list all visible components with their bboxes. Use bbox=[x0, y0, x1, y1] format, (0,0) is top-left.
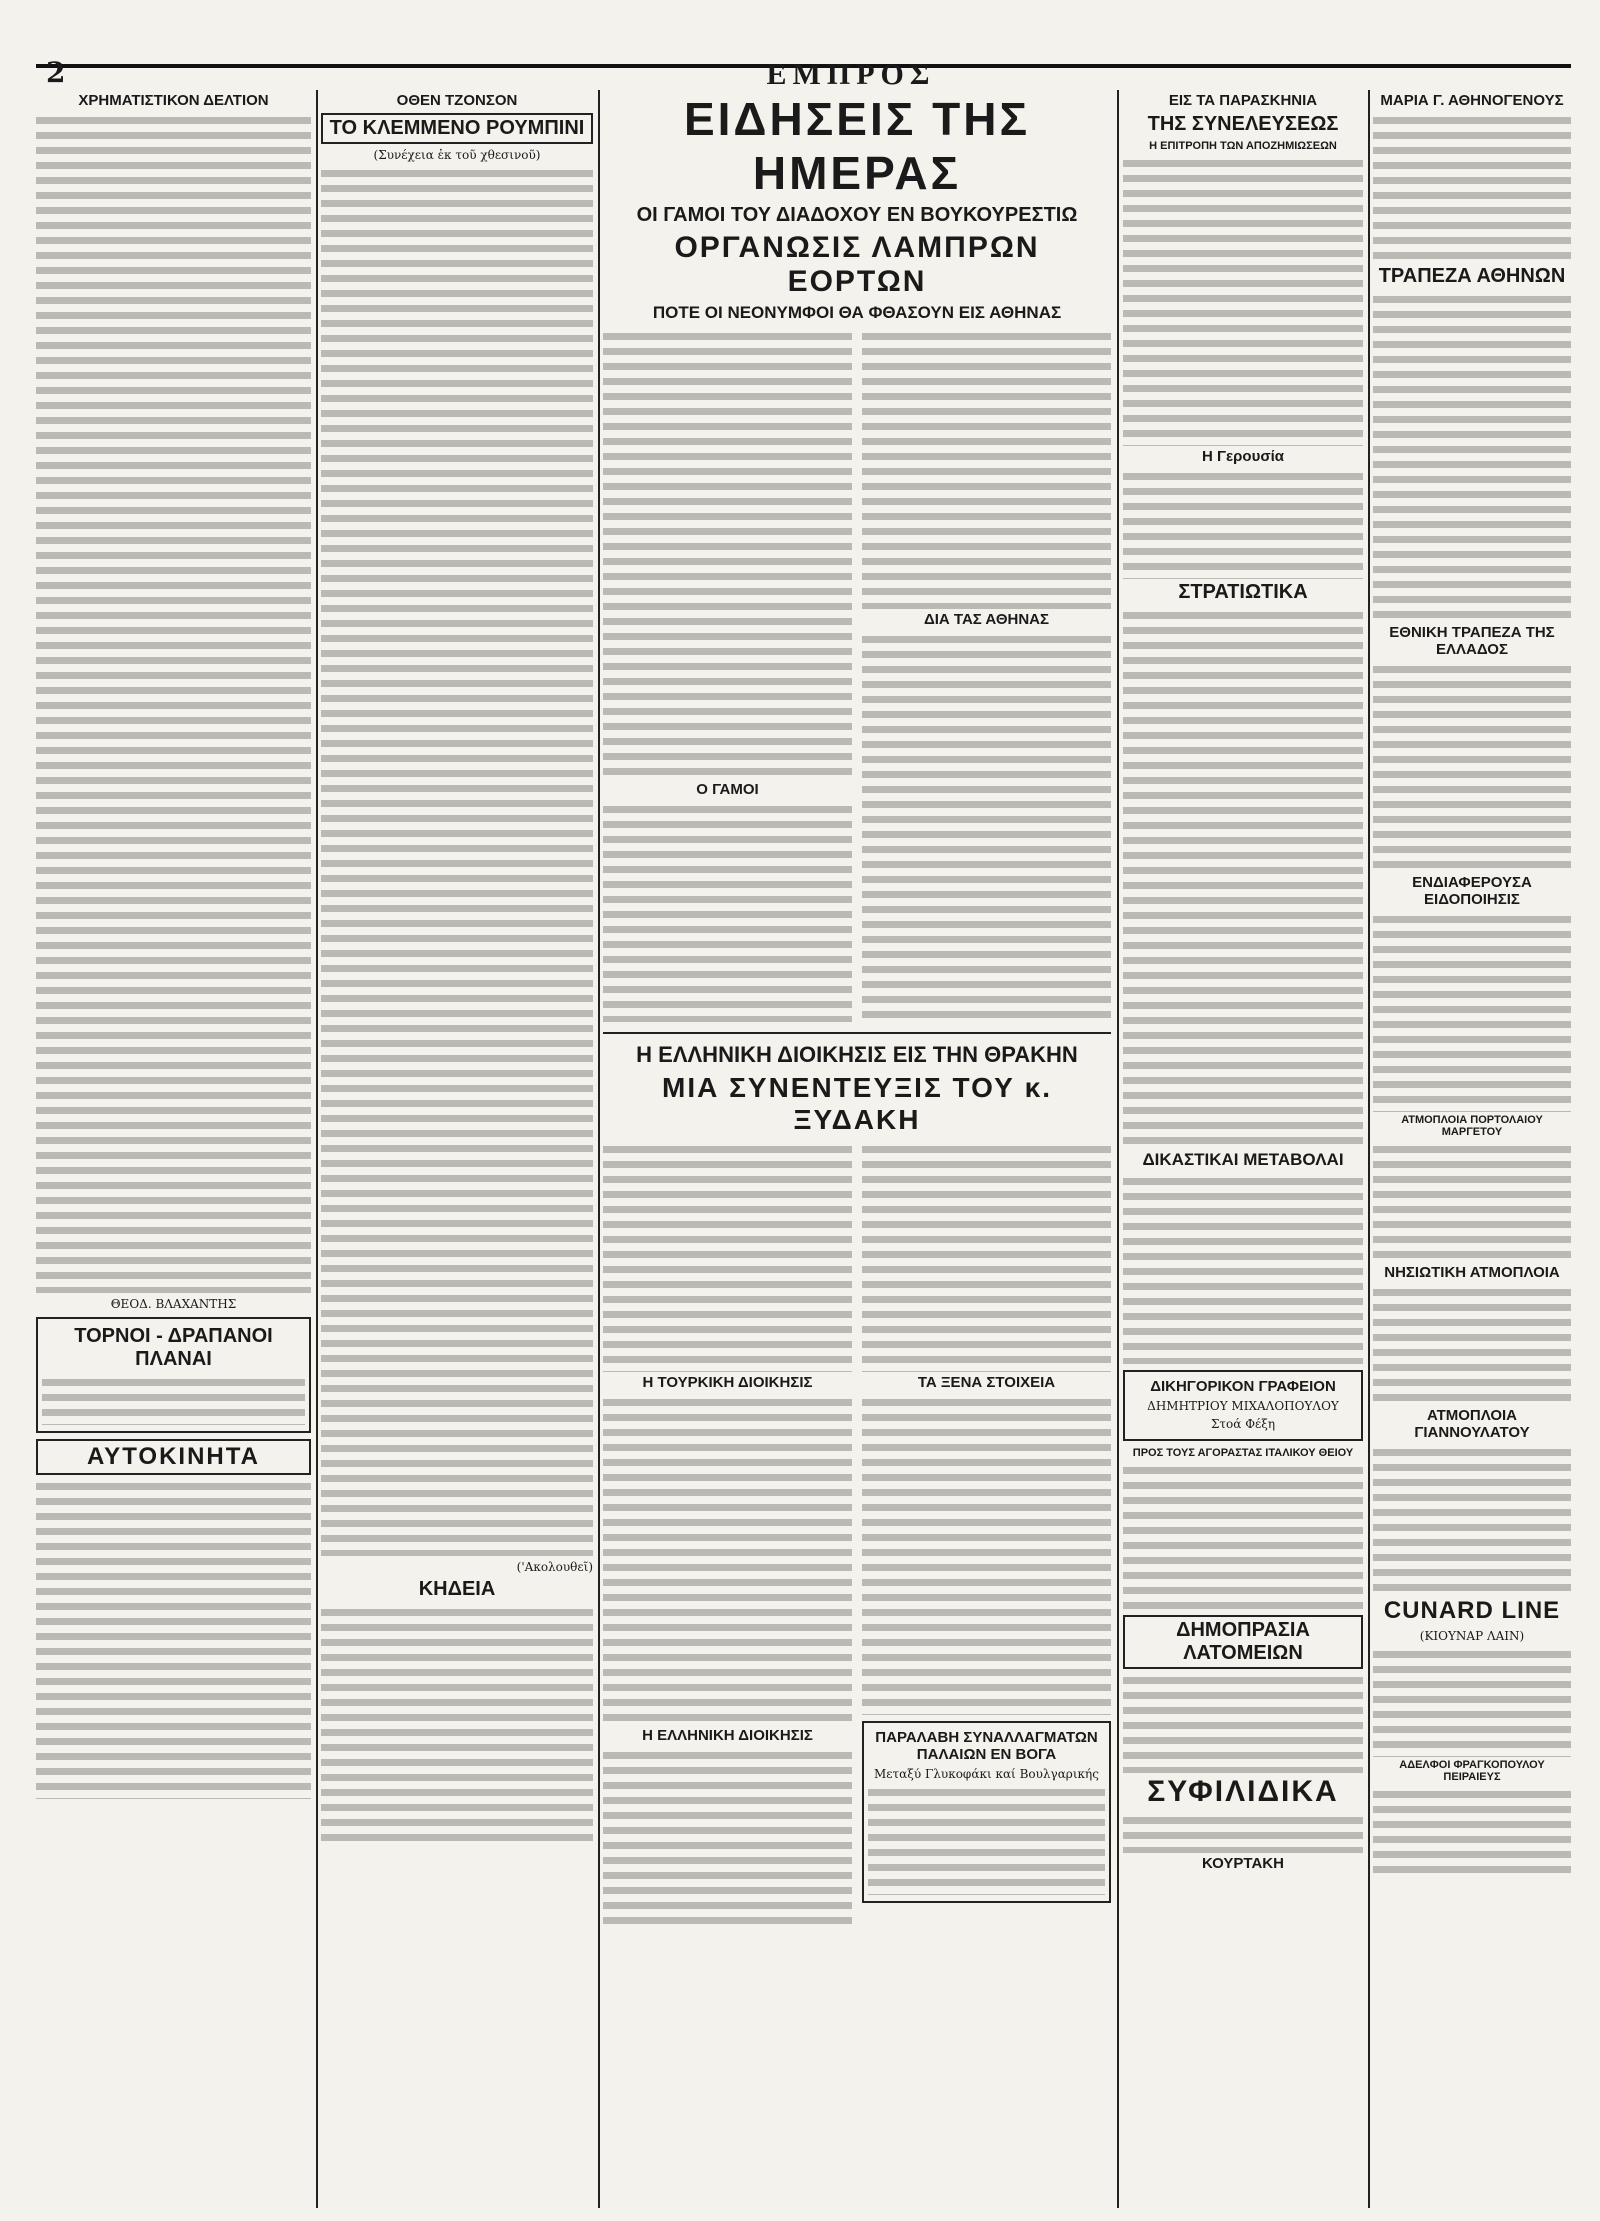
ad-text bbox=[1123, 1673, 1363, 1773]
headline-thrace: Η ΕΛΛΗΝΙΚΗ ΔΙΟΙΚΗΣΙΣ ΕΙΣ ΤΗΝ ΘΡΑΚΗΝ bbox=[636, 1042, 1078, 1067]
ad-text bbox=[1373, 662, 1571, 872]
article-text bbox=[862, 1142, 1111, 1372]
ad-nisiotiki: ΝΗΣΙΩΤΙΚΗ ΑΤΜΟΠΛΟΙΑ bbox=[1384, 1264, 1560, 1281]
column-finance bbox=[36, 90, 311, 2208]
article-text bbox=[603, 1142, 852, 1372]
ad-autokinita: ΑΥΤΟΚΙΝΗΤΑ bbox=[36, 1439, 311, 1475]
serial-continues: ('Ακολουθεῖ) bbox=[516, 1560, 593, 1574]
column-rule bbox=[1117, 90, 1119, 2208]
headline-celebrations: ΟΡΓΑΝΩΣΙΣ ΛΑΜΠΡΩΝ ΕΟΡΤΩΝ bbox=[674, 231, 1040, 298]
serial-heading: ΤΟ ΚΛΕΜΜΕΝΟ ΡΟΥΜΠΙΝΙ bbox=[321, 113, 593, 144]
ad-text bbox=[36, 1479, 311, 1799]
ad-giannoulatou: ΑΤΜΟΠΛΟΙΑ ΓΙΑΝΝΟΥΛΑΤΟΥ bbox=[1414, 1407, 1530, 1441]
sub-ellhniki: Η ΕΛΛΗΝΙΚΗ ΔΙΟΙΚΗΣΙΣ bbox=[642, 1727, 813, 1744]
news-banner: ΕΙΔΗΣΕΙΣ ΤΗΣ ΗΜΕΡΑΣ bbox=[683, 93, 1031, 199]
ad-dikigorikon: ΔΙΚΗΓΟΡΙΚΟΝ ΓΡΑΦΕΙΟΝ bbox=[1150, 1378, 1336, 1395]
column-rule bbox=[598, 90, 600, 2208]
parliament-h2: ΤΗΣ ΣΥΝΕΛΕΥΣΕΩΣ bbox=[1147, 113, 1339, 135]
serial-text bbox=[321, 166, 593, 1556]
ad-ethniki: ΕΘΝΙΚΗ ΤΡΑΠΕΖΑ ΤΗΣ ΕΛΛΑΔΟΣ bbox=[1389, 624, 1555, 658]
article-text bbox=[862, 632, 1111, 1022]
serial-sub: (Συνέχεια ἐκ τοῦ χθεσινοῦ) bbox=[373, 148, 541, 162]
sub-athinas: ΔΙΑ ΤΑΣ ΑΘΗΝΑΣ bbox=[923, 611, 1050, 628]
column-news bbox=[603, 90, 1111, 2208]
ad-kourtaki: ΚΟΥΡΤΑΚΗ bbox=[1202, 1855, 1284, 1872]
ad-text bbox=[1373, 1142, 1571, 1262]
sub-xena: ΤΑ ΞΕΝΑ ΣΤΟΙΧΕΙΑ bbox=[917, 1374, 1056, 1391]
sub-gamoi: Ο ΓΑΜΟΙ bbox=[696, 781, 759, 798]
ad-text bbox=[42, 1375, 305, 1425]
serial-kicker: ΟΘΕΝ ΤΖΟΝΣΟΝ bbox=[396, 92, 518, 109]
article-text bbox=[603, 802, 852, 1022]
ad-eidopoiisis: ΕΝΔΙΑΦΕΡΟΥΣΑ ΕΙΔΟΠΟΙΗΣΙΣ bbox=[1412, 874, 1532, 908]
ad-tornoi: ΤΟΡΝΟΙ - ΔΡΑΠΑΝΟΙ ΠΛΑΝΑΙ bbox=[74, 1325, 273, 1370]
ad-text bbox=[1373, 1445, 1571, 1595]
article-signature: ΘΕΟΔ. ΒΛΑΧΑΝΤΗΣ bbox=[110, 1297, 237, 1311]
article-text bbox=[603, 1395, 852, 1725]
ad-text bbox=[1373, 1285, 1571, 1405]
sub-stratiotika: ΣΤΡΑΤΙΩΤΙΚΑ bbox=[1178, 581, 1308, 603]
sub-gerousia: Η Γερουσία bbox=[1202, 448, 1284, 465]
headline-wedding: ΟΙ ΓΑΜΟΙ ΤΟΥ ΔΙΑΔΟΧΟΥ ΕΝ ΒΟΥΚΟΥΡΕΣΤΙΩ bbox=[636, 204, 1078, 226]
column-ads bbox=[1373, 90, 1571, 2208]
newspaper-page bbox=[36, 18, 1571, 2208]
column-rule bbox=[316, 90, 318, 2208]
parliament-h3: Η ΕΠΙΤΡΟΠΗ ΤΩΝ ΑΠΟΖΗΜΙΩΣΕΩΝ bbox=[1149, 140, 1337, 152]
finance-text bbox=[36, 113, 311, 1293]
article-text bbox=[603, 1748, 852, 1928]
ad-text bbox=[1373, 912, 1571, 1112]
ad-fragkopoulou: ΑΔΕΛΦΟΙ ΦΡΑΓΚΟΠΟΥΛΟΥ ΠΕΙΡΑΙΕΥΣ bbox=[1399, 1759, 1545, 1783]
article-text bbox=[1123, 1174, 1363, 1364]
paralavi-heading: ΠΑΡΑΛΑΒΗ ΣΥΝΑΛΛΑΓΜΑΤΩΝ ΠΑΛΑΙΩΝ ΕΝ ΒΟΓΑ bbox=[875, 1729, 1098, 1763]
article-text bbox=[603, 329, 852, 779]
sub-tourkiki: Η ΤΟΥΡΚΙΚΗ ΔΙΟΙΚΗΣΙΣ bbox=[642, 1374, 813, 1391]
headline-arrival: ΠΟΤΕ ΟΙ ΝΕΟΝΥΜΦΟΙ ΘΑ ΦΘΑΣΟΥΝ ΕΙΣ ΑΘΗΝΑΣ bbox=[652, 303, 1062, 322]
headline-interview: ΜΙΑ ΣΥΝΕΝΤΕΥΞΙΣ ΤΟΥ κ. ΞΥΔΑΚΗ bbox=[662, 1072, 1052, 1135]
article-text bbox=[1123, 156, 1363, 446]
ad-text bbox=[1373, 1787, 1571, 1877]
column-serial bbox=[321, 90, 593, 2208]
sub-dikastikai: ΔΙΚΑΣΤΙΚΑΙ ΜΕΤΑΒΟΛΑΙ bbox=[1142, 1150, 1344, 1169]
ad-text bbox=[1123, 1813, 1363, 1853]
article-text bbox=[862, 329, 1111, 609]
masthead-title: ΕΜΠΡΟΣ bbox=[766, 58, 936, 91]
ad-text bbox=[1373, 1647, 1571, 1757]
column-parliament bbox=[1123, 90, 1363, 2208]
finance-heading: ΧΡΗΜΑΤΙΣΤΙΚΟΝ ΔΕΛΤΙΟΝ bbox=[78, 92, 269, 109]
ad-dikigorikon-addr: Στοά Φέξη bbox=[1210, 1417, 1276, 1431]
ad-dimoprasia: ΔΗΜΟΠΡΑΣΙΑ ΛΑΤΟΜΕΙΩΝ bbox=[1123, 1615, 1363, 1669]
article-text bbox=[1123, 608, 1363, 1148]
ad-trapeza: ΤΡΑΠΕΖΑ ΑΘΗΝΩΝ bbox=[1378, 265, 1566, 287]
page-number: 2 bbox=[46, 56, 66, 89]
ad-text bbox=[1373, 113, 1571, 263]
column-rule bbox=[1368, 90, 1370, 2208]
article-text bbox=[1123, 469, 1363, 579]
ad-cunard-sub: (ΚΙΟΥΝΑΡ ΛΑΙΝ) bbox=[1419, 1629, 1525, 1643]
ad-portolaiou: ΑΤΜΟΠΛΟΙΑ ΠΟΡΤΟΛΑΙΟΥ ΜΑΡΓΕΤΟΥ bbox=[1401, 1114, 1543, 1138]
ad-athinogenous: ΜΑΡΙΑ Γ. ΑΘΗΝΟΓΕΝΟΥΣ bbox=[1380, 92, 1564, 109]
ad-cunard: CUNARD LINE bbox=[1383, 1597, 1561, 1624]
ad-agorastas: ΠΡΟΣ ΤΟΥΣ ΑΓΟΡΑΣΤΑΣ ΙΤΑΛΙΚΟΥ ΘΕΙΟΥ bbox=[1132, 1447, 1354, 1459]
paralavi-sub: Μεταξύ Γλυκοφάκι καί Βουλγαρικής bbox=[874, 1767, 1099, 1781]
article-text bbox=[862, 1395, 1111, 1715]
ad-text bbox=[1123, 1463, 1363, 1613]
ad-text bbox=[1373, 292, 1571, 622]
ad-syfilidika: ΣΥΦΙΛΙΔΙΚΑ bbox=[1147, 1775, 1339, 1808]
kideia-text bbox=[321, 1605, 593, 1845]
parliament-h1: ΕΙΣ ΤΑ ΠΑΡΑΣΚΗΝΙΑ bbox=[1168, 92, 1318, 109]
ad-dikigorikon-name: ΔΗΜΗΤΡΙΟΥ ΜΙΧΑΛΟΠΟΥΛΟΥ bbox=[1147, 1399, 1339, 1413]
ad-text bbox=[868, 1785, 1105, 1895]
kideia-heading: ΚΗΔΕΙΑ bbox=[418, 1578, 496, 1600]
